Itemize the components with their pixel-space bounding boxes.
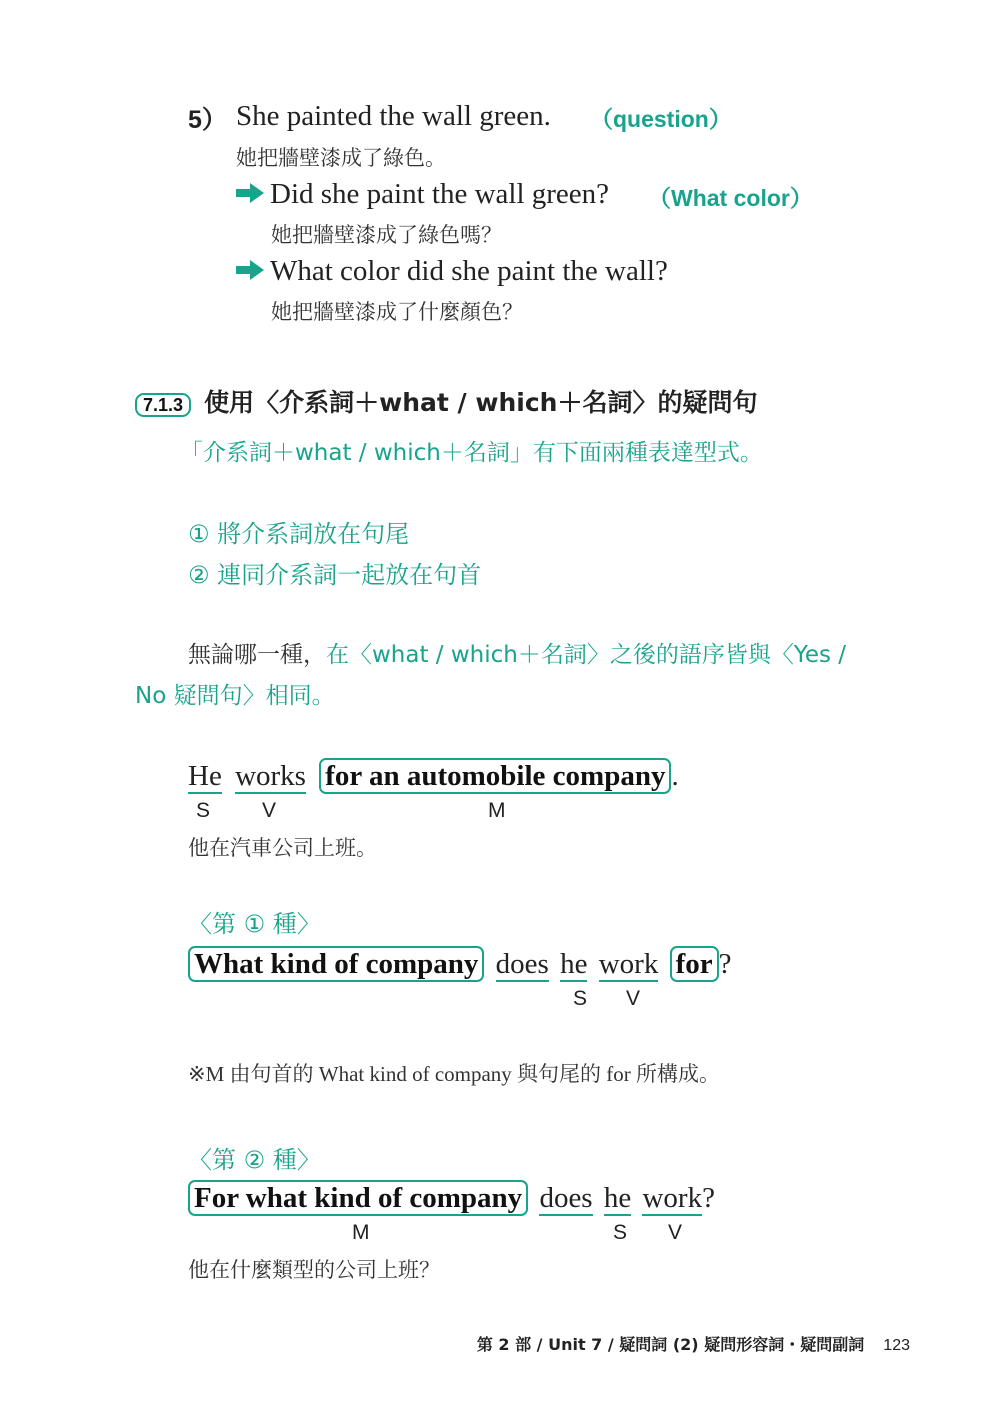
m-label: M — [488, 799, 506, 822]
word-order-note — [188, 636, 846, 669]
section-intro: 「介系詞＋what / which＋名詞」有下面兩種表達型式。 — [180, 440, 763, 466]
section-heading — [135, 383, 757, 419]
verb-word: work — [642, 1182, 703, 1214]
aux-word: does — [495, 948, 549, 980]
option-1: ① 將介系詞放在句尾 — [188, 520, 410, 548]
s-label: S — [613, 1221, 628, 1244]
option-2: ② 連同介系詞一起放在句首 — [188, 561, 482, 589]
question-phrase-box: For what kind of company — [188, 1180, 528, 1216]
v-label: V — [262, 799, 277, 822]
base-sentence — [188, 760, 679, 793]
item-number: 5） — [188, 106, 227, 134]
aux-word: does — [539, 1182, 593, 1214]
verb-word: works — [235, 760, 306, 792]
s-label: S — [573, 987, 588, 1010]
right-arrow-icon — [236, 183, 264, 207]
question-sentence: Did she paint the wall green? — [270, 178, 610, 210]
base-translation: 他在汽車公司上班。 — [188, 836, 377, 860]
right-arrow-icon — [236, 260, 264, 284]
section-title: 使用〈介系詞＋what / which＋名詞〉的疑問句 — [204, 388, 758, 417]
type-2-sentence — [188, 1182, 715, 1215]
example-sentence: She painted the wall green. — [236, 100, 551, 132]
subject-word: he — [603, 1182, 632, 1214]
type-1-label: 〈第 ① 種〉 — [188, 910, 321, 938]
note-lead: 無論哪一種， — [188, 642, 326, 668]
note-highlight: 在〈what / which＋名詞〉之後的語序皆與〈Yes / — [326, 642, 847, 668]
page-number: 123 — [883, 1337, 910, 1354]
word-order-note-line-2: No 疑問句〉相同。 — [135, 683, 335, 709]
section-number: 7.1.3 — [135, 393, 191, 417]
period: . — [671, 760, 679, 792]
question-sentence: What color did she paint the wall? — [270, 255, 668, 287]
preposition-box: for — [670, 946, 719, 982]
question-tag: （question） — [590, 106, 732, 132]
question-phrase-box: What kind of company — [188, 946, 484, 982]
question-mark: ? — [718, 948, 732, 980]
page-footer — [477, 1332, 910, 1355]
question-translation: 她把牆壁漆成了什麼顏色？ — [271, 300, 523, 324]
question-mark: ? — [702, 1182, 715, 1214]
subject-word: He — [188, 760, 222, 792]
question-translation: 她把牆壁漆成了綠色嗎？ — [271, 223, 502, 247]
question-line-2 — [236, 255, 668, 288]
verb-word: work — [598, 948, 659, 980]
type-1-sentence — [188, 948, 731, 981]
m-label: M — [352, 1221, 370, 1244]
question-line-1 — [236, 178, 609, 211]
subject-word: he — [560, 948, 588, 980]
type-2-label: 〈第 ② 種〉 — [188, 1146, 321, 1174]
what-color-tag: （What color） — [648, 185, 813, 211]
type-1-note: ※M 由句首的 What kind of company 與句尾的 for 所構成。 — [188, 1062, 721, 1086]
modifier-phrase-box: for an automobile company — [319, 758, 671, 794]
s-label: S — [196, 799, 211, 822]
type-2-translation: 他在什麼類型的公司上班？ — [188, 1258, 440, 1282]
v-label: V — [668, 1221, 683, 1244]
sentence-translation: 她把牆壁漆成了綠色。 — [236, 146, 446, 170]
v-label: V — [626, 987, 641, 1010]
footer-text: 第 2 部 / Unit 7 / 疑問詞 (2) 疑問形容詞・疑問副詞 — [476, 1335, 865, 1354]
